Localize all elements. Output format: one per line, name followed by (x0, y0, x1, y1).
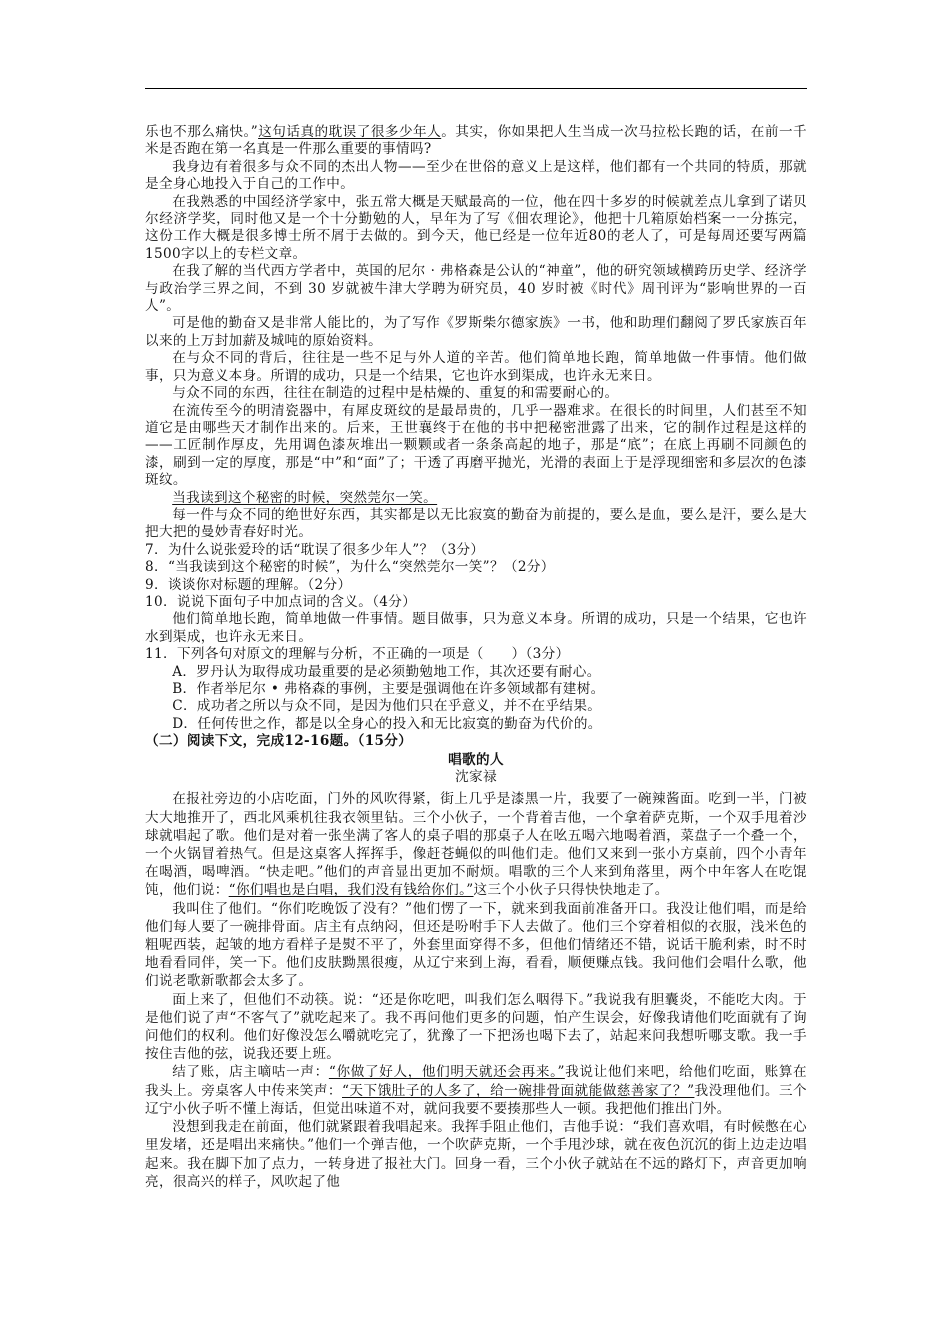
underlined-sentence: “天下饿肚子的人多了，给一碗排骨面就能做慈善家了？” (342, 1082, 695, 1099)
underlined-sentence: 这句话真的耽误了很多少年人 (258, 124, 442, 140)
paragraph: 我叫住了他们。“你们吃晚饭了没有？”他们愣了一下，就来到我面前准备开口。我没让他们唱，而是给他们每人要了一碗排骨面。店主有点纳闷，但还是吩咐手下人去做了。他们三个穿着相似的衣服，浅米色的粗呢西装，起皱的地方看样子是熨不平了，外套里面穿得不多，但他们情绪还不错，说话干脆利索，时不时地看看同伴，笑一下。他们皮肤黝黑很瘦，从辽宁来到上海，看看，顺便赚点钱。我问他们会唱什么歌，他们说老歌新歌都会太多了。 (145, 900, 807, 990)
document-page (145, 0, 807, 1344)
underlined-sentence: “你做了好人，他们明天就还会再来。” (328, 1064, 565, 1081)
question-7: 7．为什么说张爱玲的话“耽误了很多少年人”？（3分） (145, 541, 485, 558)
paragraph (145, 490, 807, 507)
paragraph: 在与众不同的背后，往往是一些不足与外人道的辛苦。他们简单地长跑，简单地做一件事情。他们做事，只为意义本身。所谓的成功，只是一个结果，它也许水到渠成，也许永无来日。 (145, 350, 807, 384)
paragraph: 在流传至今的明清瓷器中，有犀皮斑纹的是最昂贵的，几乎一器难求。在很长的时间里，人们甚至不知道它是由哪些天才制作出来的。后来，王世襄终于在他的书中把秘密泄露了出来，它的制作过程是这样的——工匠制作厚皮，先用调色漆灰堆出一颗颗或者一条条高起的地子，那是“底”；在底上再刷不同颜色的漆，刷到一定的厚度，那是“中”和“面”了；干透了再磨平抛光，光滑的表面上于是浮现细密和多层次的色漆斑纹。 (145, 402, 807, 489)
paragraph: 与众不同的东西，往往在制造的过程中是枯燥的、重复的和需要耐心的。 (172, 385, 619, 402)
option-d: D．任何传世之作，都是以全身心的投入和无比寂寞的勤奋为代价的。 (172, 715, 602, 732)
paragraph: 可是他的勤奋又是非常人能比的，为了写作《罗斯柴尔德家族》一书，他和助理们翻阅了罗氏家族百年以来的上万封加薪及城吨的原始资料。 (145, 315, 807, 349)
paragraph: 在报社旁边的小店吃面，门外的风吹得紧，街上几乎是漆黑一片，我要了一碗辣酱面。吃到一半，门被大大地推开了，西北风乘机往我衣领里钻。三个小伙子，一个背着吉他，一个拿着萨克斯，一个双手甩着沙球就唱起了歌。他们是对着一张坐满了客人的桌子唱的那桌子人在吆五喝六地喝着酒，菜盘子一个叠一个，一个火锅冒着热气。但是这桌客人挥挥手，像赶苍蝇似的叫他们走。他们又来到一张小方桌前，四个小青年在喝酒，喝啤酒。“快走吧。”他们的声音显出更加不耐烦。唱歌的三个人来到角落里，两个中年客人在吃馄饨，他们说：“你们唱也是白唱，我们没有钱给你们。”这三个小伙子只得快快地走了。 (145, 791, 807, 899)
page-content (145, 124, 807, 1191)
option-c: C．成功者之所以与众不同，是因为他们只在乎意义，并不在乎结果。 (172, 698, 602, 715)
paragraph: 在我了解的当代西方学者中，英国的尼尔 · 弗格森是公认的“神童”，他的研究领域横跨历史学、经济学与政治学三界之间，不到 30 岁就被牛津大学聘为研究员，40 岁时被《时代》周刊评为“影响世界的一百人”。 (145, 263, 807, 315)
paragraph: 我身边有着很多与众不同的杰出人物——至少在世俗的意义上是这样，他们都有一个共同的特质，那就是全身心地投入于自己的工作中。 (145, 158, 807, 193)
option-a: A．罗丹认为取得成功最重要的是必须勤勉地工作，其次还要有耐心。 (172, 663, 601, 680)
question-10: 10．说说下面句子中加点词的含义。（4分） (145, 593, 417, 610)
question-10-quote: 他们简单地长跑，简单地做一件事情。题目做事，只为意义本身。所谓的成功，只是一个结果，它也许水到渠成，也许永无来日。 (145, 611, 807, 645)
paragraph: 乐也不那么痛快。”这句话真的耽误了很多少年人。其实，你如果把人生当成一次马拉松长跑的话，在前一千米是否跑在第一名真是一件那么重要的事情吗? (145, 124, 807, 158)
story-body (145, 790, 807, 1190)
story-author: 沈家禄 (455, 769, 497, 786)
section-heading: （二）阅读下文，完成12-16题。（15分） (145, 733, 413, 750)
underlined-sentence: 当我读到这个秘密的时候，突然莞尔一笑。 (172, 489, 438, 506)
paragraph: 面上来了，但他们不动筷。说：“还是你吃吧，叫我们怎么咽得下。”我说我有胆囊炎，不能吃大肉。于是他们说了声“不客气了”就吃起来了。我不再问他们更多的问题，怕产生误会，好像我请他们吃面就有了询问他们的权利。他们好像没怎么嚼就吃完了，犹豫了一下把汤也喝下去了，站起来问我想听哪支歌。我一手按住吉他的弦，说我还要上班。 (145, 991, 807, 1063)
header-rule (145, 88, 807, 89)
story-title: 唱歌的人 (448, 751, 504, 768)
paragraph: 没想到我走在前面，他们就紧跟着我唱起来。我挥手阻止他们，吉他手说：“我们喜欢唱，有时候憋在心里发堵，还是唱出来痛快。”他们一个弹吉他，一个吹萨克斯，一个手甩沙球，就在夜色沉沉的街上边走边唱起来。我在脚下加了点力，一转身进了报社大门。回身一看，三个小伙子就站在不远的路灯下，声音更加响亮，很高兴的样子，风吹起了他 (145, 1119, 807, 1190)
question-9: 9．谈谈你对标题的理解。（2分） (145, 576, 352, 593)
paragraph: 每一件与众不同的绝世好东西，其实都是以无比寂寞的勤奋为前提的，要么是血，要么是汗，要么是大把大把的曼妙青春好时光。 (145, 506, 807, 541)
paragraph: 结了账，店主嘀咕一声：“你做了好人，他们明天就还会再来。”我说让他们来吧，给他们吃面，账算在我头上。旁桌客人中传来笑声：“天下饿肚子的人多了，给一碗排骨面就能做慈善家了？”我没理他们。三个辽宁小伙子听不懂上海话，但觉出味道不对，就问我要不要揍那些人一顿。我把他们推出门外。 (145, 1064, 808, 1117)
option-b: B．作者举尼尔 • 弗格森的事例，主要是强调他在许多领域都有建树。 (172, 681, 605, 697)
question-11: 11．下列各句对原文的理解与分析，不正确的一项是（ ）（3分） (145, 646, 570, 663)
underlined-sentence: “你们唱也是白唱，我们没有钱给你们。” (228, 882, 474, 899)
question-8: 8．“当我读到这个秘密的时候”，为什么“突然莞尔一笑”？（2分） (145, 559, 555, 576)
paragraph: 在我熟悉的中国经济学家中，张五常大概是天赋最高的一位，他在四十多岁的时候就差点儿拿到了诺贝尔经济学奖，同时他又是一个十分勤勉的人，早年为了写《佃农理论》，他把十几箱原始档案一一分拣完，这份工作大概是很多博士所不屑于去做的。到今天，他已经是一位年近80的老人了，可是每周还要写两篇1500字以上的专栏文章。 (145, 193, 807, 262)
